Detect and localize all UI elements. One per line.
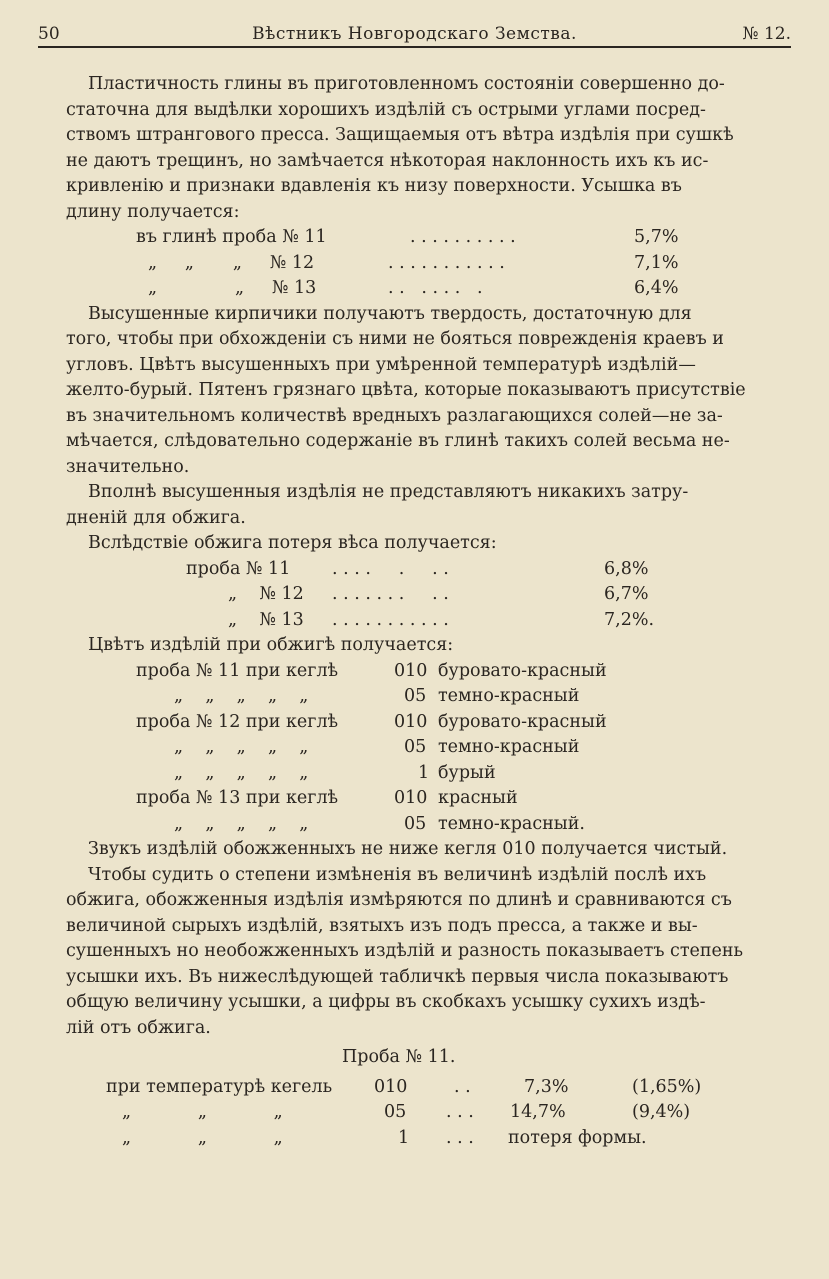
list-item: проба № 11 при кеглѣ 010 буровато-красный [136,660,607,681]
list-item: „ „ „ № 12 . . . . . . . . . . . 7,1% [148,252,679,273]
list-item: проба № 11 . . . . . . . 6,8% [186,558,649,579]
table-row: „ „ „ 1 . . . потеря формы. [122,1127,647,1148]
list-item: въ глинѣ проба № 11 . . . . . . . . . . 5,7% [136,227,679,247]
paragraph-plasticity [66,72,795,225]
list-item: „ „ „ „ „ 05 темно-красный. [174,813,585,834]
journal-title: Вѣстникъ Новгородскаго Земства. [252,24,577,44]
running-header [38,20,791,48]
page-number: 50 [38,24,60,44]
text-line: не даютъ трещинъ, но замѣчается нѣкоторая наклонность ихъ къ ис- [66,150,709,171]
firing-colors-list [88,659,795,838]
issue-number: № 12. [742,24,791,44]
table-title: Проба № 11. [342,1047,456,1067]
table-row: при температурѣ кегель 010 . . 7,3% (1,65%) [106,1076,702,1097]
paragraph-dried-bricks: Высушенные кирпичики получаютъ твердость, достаточную для того, чтобы при обхожденіи съ ними не бояться поврежденія краевъ и угловъ. Цвѣтъ высушенныхъ при умѣренной температурѣ издѣлій— желто-бурый. Пятенъ грязнаго цвѣта, которые показываютъ присутствіе въ значительномъ количествѣ вредныхъ разлагающихся солей—не за- мѣчается, слѣдовательно содержаніе въ глинѣ такихъ солей весьма не- значительно. [66,303,746,477]
text-line: кривленію и признаки вдавленія къ низу поверхности. Усышка въ [66,176,682,196]
list-item: проба № 12 при кеглѣ 010 буровато-красный [136,711,607,732]
text-line: Пластичность глины въ приготовленномъ состояніи совершенно до- [88,74,725,94]
paragraph-firing: Вполнѣ высушенныя издѣлія не представляютъ никакихъ затру- дненій для обжига. [66,482,689,528]
shrinkage-list [88,225,795,302]
list-item: проба № 13 при кеглѣ 010 красный [136,788,518,808]
text-line: статочна для выдѣлки хорошихъ издѣлій съ острыми углами посред- [66,99,706,120]
list-item: „ „ „ „ „ 05 темно-красный [174,686,580,706]
table-row: „ „ „ 05 . . . 14,7% (9,4%) [122,1102,691,1122]
text-line: длину получается: [66,201,240,222]
list-item: „ № 13 . . . . . . . . . . . 7,2%. [228,609,655,630]
paragraph-weight-loss: Вслѣдствіе обжига потеря вѣса получается: [88,533,497,553]
list-item: „ „ „ „ „ 1 бурый [174,762,496,783]
page-body [66,72,795,1151]
list-item: „ № 12 . . . . . . . . . 6,7% [228,584,649,604]
paragraph-measurement: Чтобы судить о степени измѣненія въ величинѣ издѣлій послѣ ихъ обжига, обожженныя издѣлія измѣряются по длинѣ и сравниваются съ величиной сырыхъ издѣлій, взятыхъ изъ подъ пресса, а также и вы- сушенныхъ но необожженныхъ издѣлій и разность показываетъ степень усышки ихъ. Въ нижеслѣдующей табличкѣ первыя числа показываютъ общую величину усышки, а цифры въ скобкахъ усышку сухихъ издѣ- лій отъ обжига. [66,864,744,1038]
shrinkage-table [88,1075,795,1152]
paragraph-colors: Цвѣтъ издѣлій при обжигѣ получается: [88,635,454,655]
text-line: ствомъ штрангового пресса. Защищаемыя отъ вѣтра издѣлія при сушкѣ [66,125,734,145]
list-item: „ „ № 13 . . . . . . . 6,4% [148,278,679,298]
list-item: „ „ „ „ „ 05 темно-красный [174,737,580,757]
weight-loss-list [88,557,795,634]
paragraph-sound: Звукъ издѣлій обожженныхъ не ниже кегля 010 получается чистый. [88,839,728,859]
